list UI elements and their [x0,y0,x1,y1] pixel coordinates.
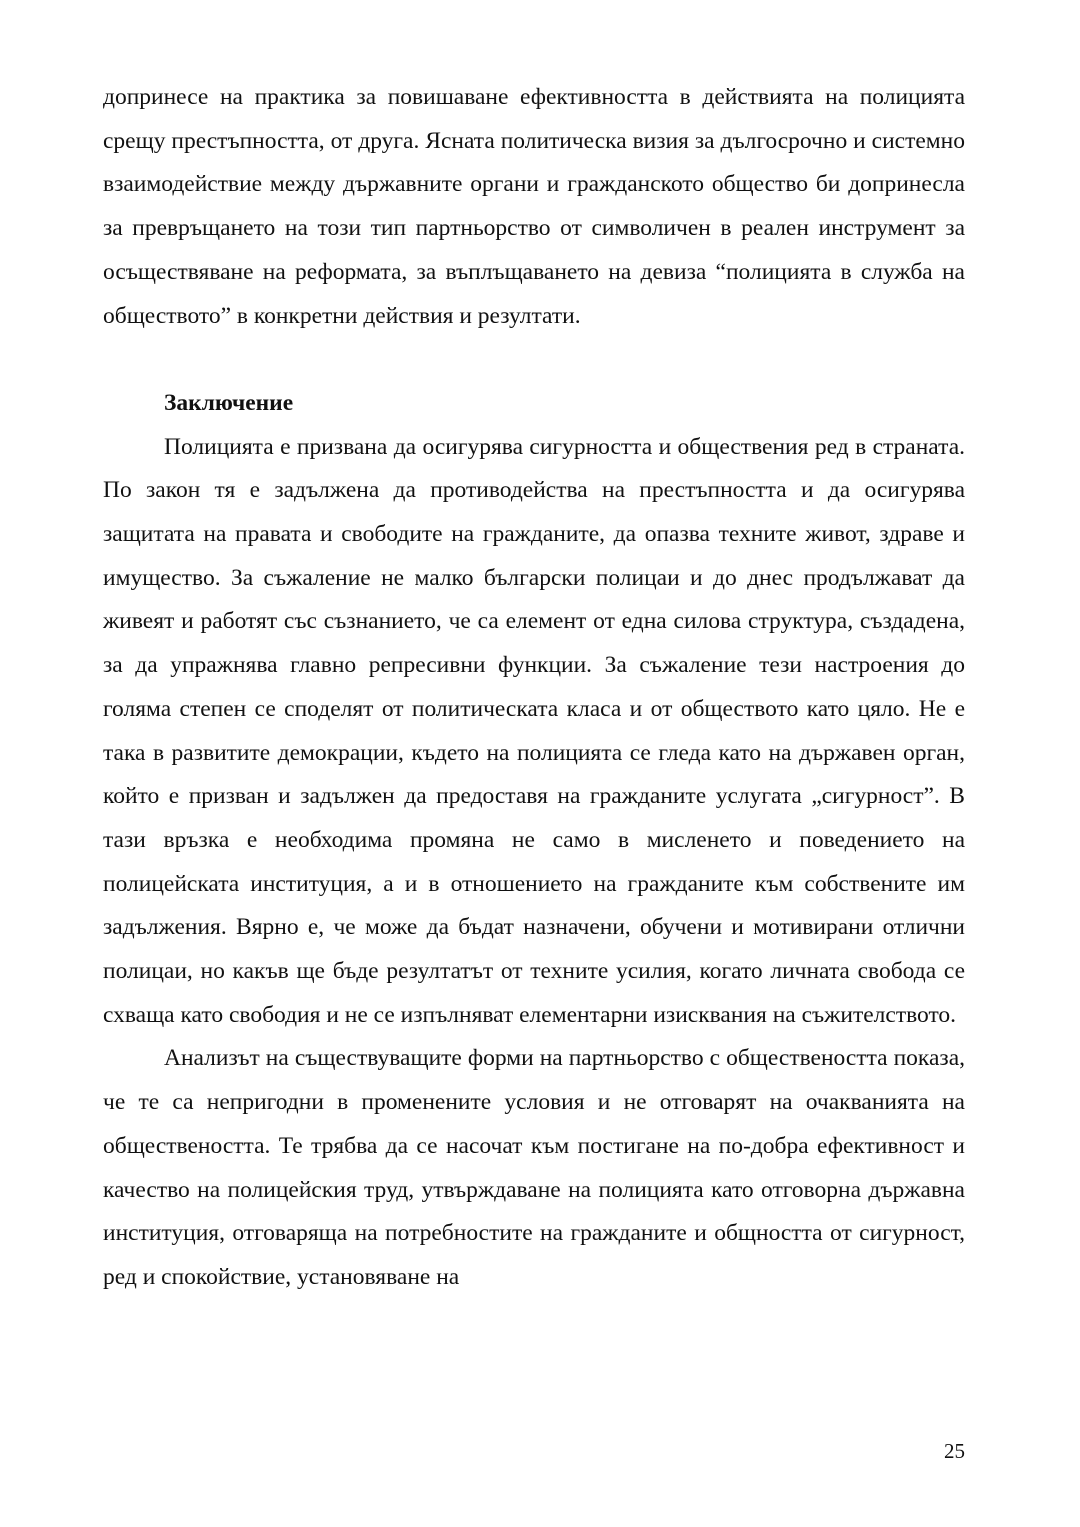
paragraph-continuation: допринесе на практика за повишаване ефективността в действията на полицията срещу престъпността, от друга. Ясната политическа визия за дългосрочно и системно взаимодействие между държавните органи и гражданското общество би допринесла за превръщането на този тип партньорство от символичен в реален инструмент за осъществяване на реформата, за въплъщаването на девиза “полицията в служба на обществото” в конкретни действия и резултати. [103,84,965,329]
paragraph-conclusion-2: Анализът на съществуващите форми на партньорство с обществеността показа, че те са непригодни в променените условия и не отговарят на очакванията на обществеността. Те трябва да се насочат към постигане на по-добра ефективност и качество на полицейския труд, утвърждаване на полицията като отговорна държавна институция, отговаряща на потребностите на гражданите и общността от сигурност, ред и спокойствие, установяване на [103,1045,965,1290]
section-heading: Заключение [164,389,294,416]
body-text [103,76,965,1300]
paragraph-conclusion-1: Полицията е призвана да осигурява сигурността и обществения ред в страната. По закон тя е задължена да противодейства на престъпността и да осигурява защитата на правата и свободите на гражданите, да опазва техните живот, здраве и имущество. За съжаление не малко български полицаи и до днес продължават да живеят и работят със съзнанието, че са елемент от една силова структура, създадена, за да упражнява главно репресивни функции. За съжаление тези настроения до голяма степен се споделят от политическата класа и от обществото като цяло. Не е така в развитите демокрации, където на полицията се гледа като на държавен орган, който е призван и задължен да предоставя на гражданите услугата „сигурност”. В тази връзка е необходима промяна не само в мисленето и поведението на полицейската институция, а и в отношението на гражданите към собствените им задължения. Вярно е, че може да бъдат назначени, обучени и мотивирани отлични полицаи, но какъв ще бъде резултатът от техните усилия, когато личната свобода се схваща като свободия и не се изпълняват елементарни изисквания на съжителството. [103,433,965,1028]
page-number: 25 [944,1439,965,1463]
